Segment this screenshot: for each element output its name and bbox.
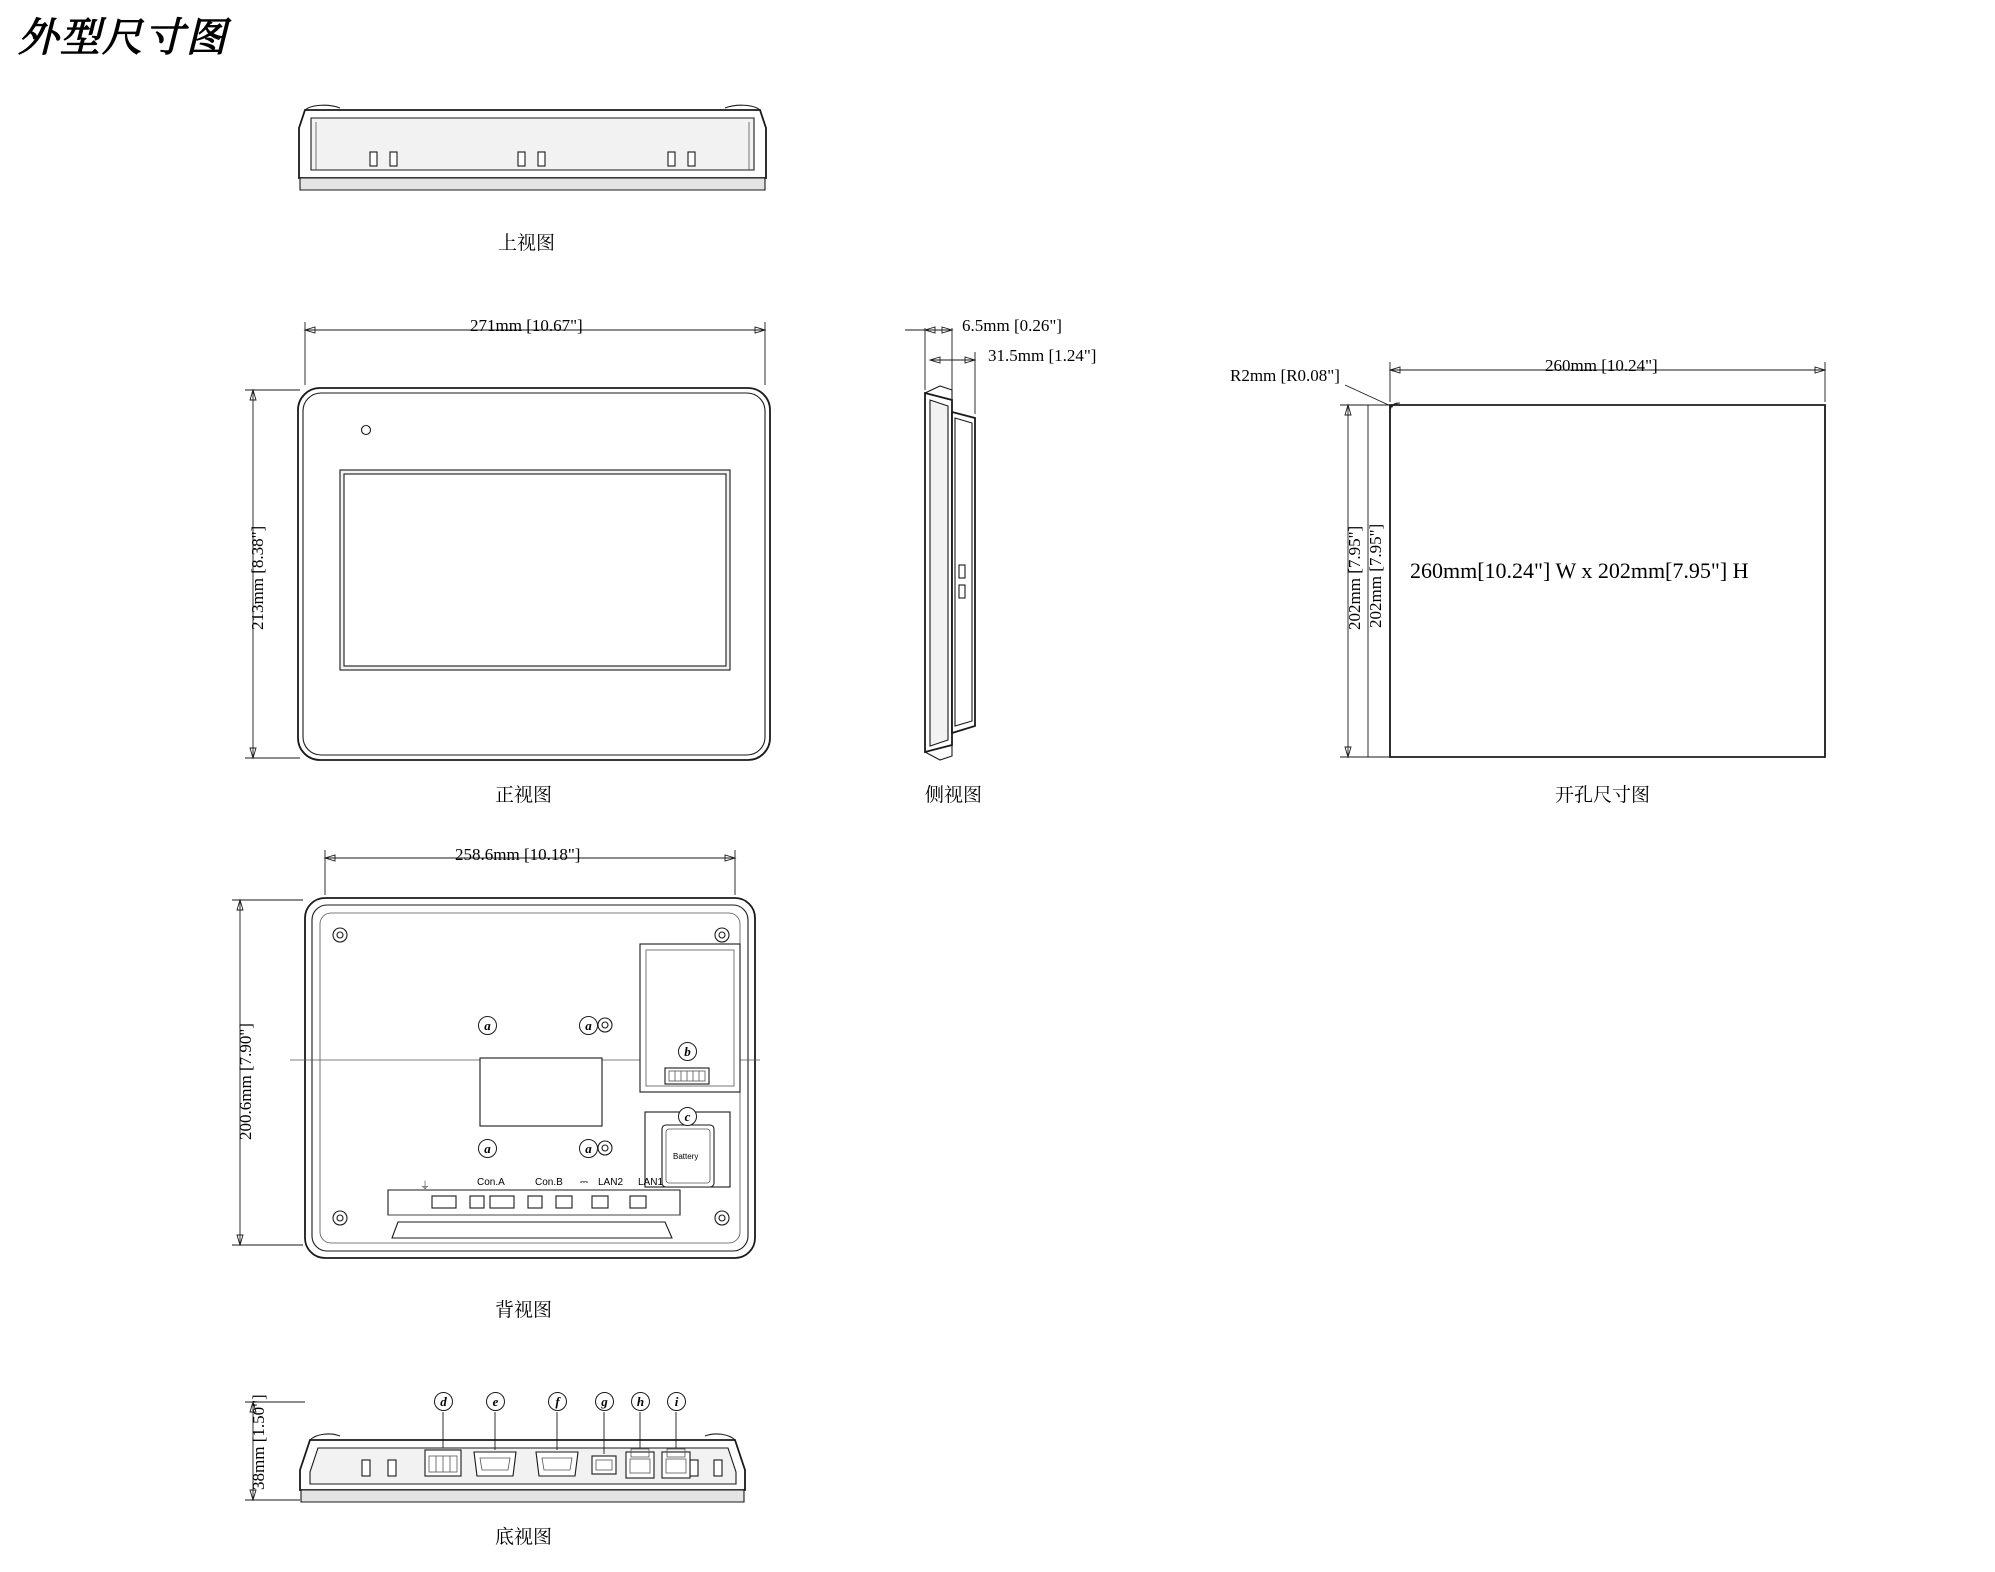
side-view-geometry xyxy=(905,327,975,760)
front-height-dim: 213mm [8.38"] xyxy=(248,525,267,630)
callout-a-4: a xyxy=(579,1139,598,1158)
callout-e: e xyxy=(486,1392,505,1411)
callout-g: g xyxy=(595,1392,614,1411)
cutout-height-dim-inner: 202mm [7.95"] xyxy=(1366,523,1385,628)
side-depth-dim: 31.5mm [1.24"] xyxy=(988,346,1097,365)
power-icon: ⏚ xyxy=(420,1181,430,1192)
callout-a-3: a xyxy=(478,1139,497,1158)
port-label-con-a: Con.A xyxy=(477,1177,505,1188)
caption-cutout-view: 开孔尺寸图 xyxy=(1555,785,1651,806)
usb-icon: ⎓ xyxy=(580,1177,588,1188)
caption-top-view: 上视图 xyxy=(498,233,556,254)
top-view-geometry xyxy=(299,105,766,190)
callout-c: c xyxy=(678,1107,697,1126)
page-title: 外型尺寸图 xyxy=(18,16,228,60)
cutout-radius-dim: R2mm [R0.08"] xyxy=(1230,366,1340,385)
back-height-dim: 200.6mm [7.90"] xyxy=(236,1023,255,1140)
callout-h: h xyxy=(631,1392,650,1411)
side-thickness-dim: 6.5mm [0.26"] xyxy=(962,316,1062,335)
port-label-lan1: LAN1 xyxy=(638,1177,664,1188)
bottom-height-dim: 38mm [1.50"] xyxy=(249,1394,268,1490)
caption-bottom-view: 底视图 xyxy=(495,1527,553,1548)
caption-front-view: 正视图 xyxy=(495,785,553,806)
cutout-width-dim: 260mm [10.24"] xyxy=(1545,356,1658,375)
front-width-dim: 271mm [10.67"] xyxy=(470,316,583,335)
port-label-lan2: LAN2 xyxy=(598,1177,624,1188)
callout-a-1: a xyxy=(478,1016,497,1035)
bottom-view-geometry xyxy=(245,1402,745,1502)
callout-b: b xyxy=(678,1042,697,1061)
callout-d: d xyxy=(434,1392,453,1411)
caption-side-view: 侧视图 xyxy=(925,785,983,806)
cutout-height-dim: 202mm [7.95"] xyxy=(1345,525,1364,630)
back-width-dim: 258.6mm [10.18"] xyxy=(455,845,581,864)
callout-f: f xyxy=(548,1392,567,1411)
callout-i: i xyxy=(667,1392,686,1411)
cutout-inner-text: 260mm[10.24"] W x 202mm[7.95"] H xyxy=(1410,558,1749,583)
port-label-con-b: Con.B xyxy=(535,1177,563,1188)
callout-a-2: a xyxy=(579,1016,598,1035)
front-view-geometry xyxy=(245,322,770,760)
battery-label: Battery xyxy=(673,1152,699,1161)
caption-back-view: 背视图 xyxy=(495,1300,553,1321)
